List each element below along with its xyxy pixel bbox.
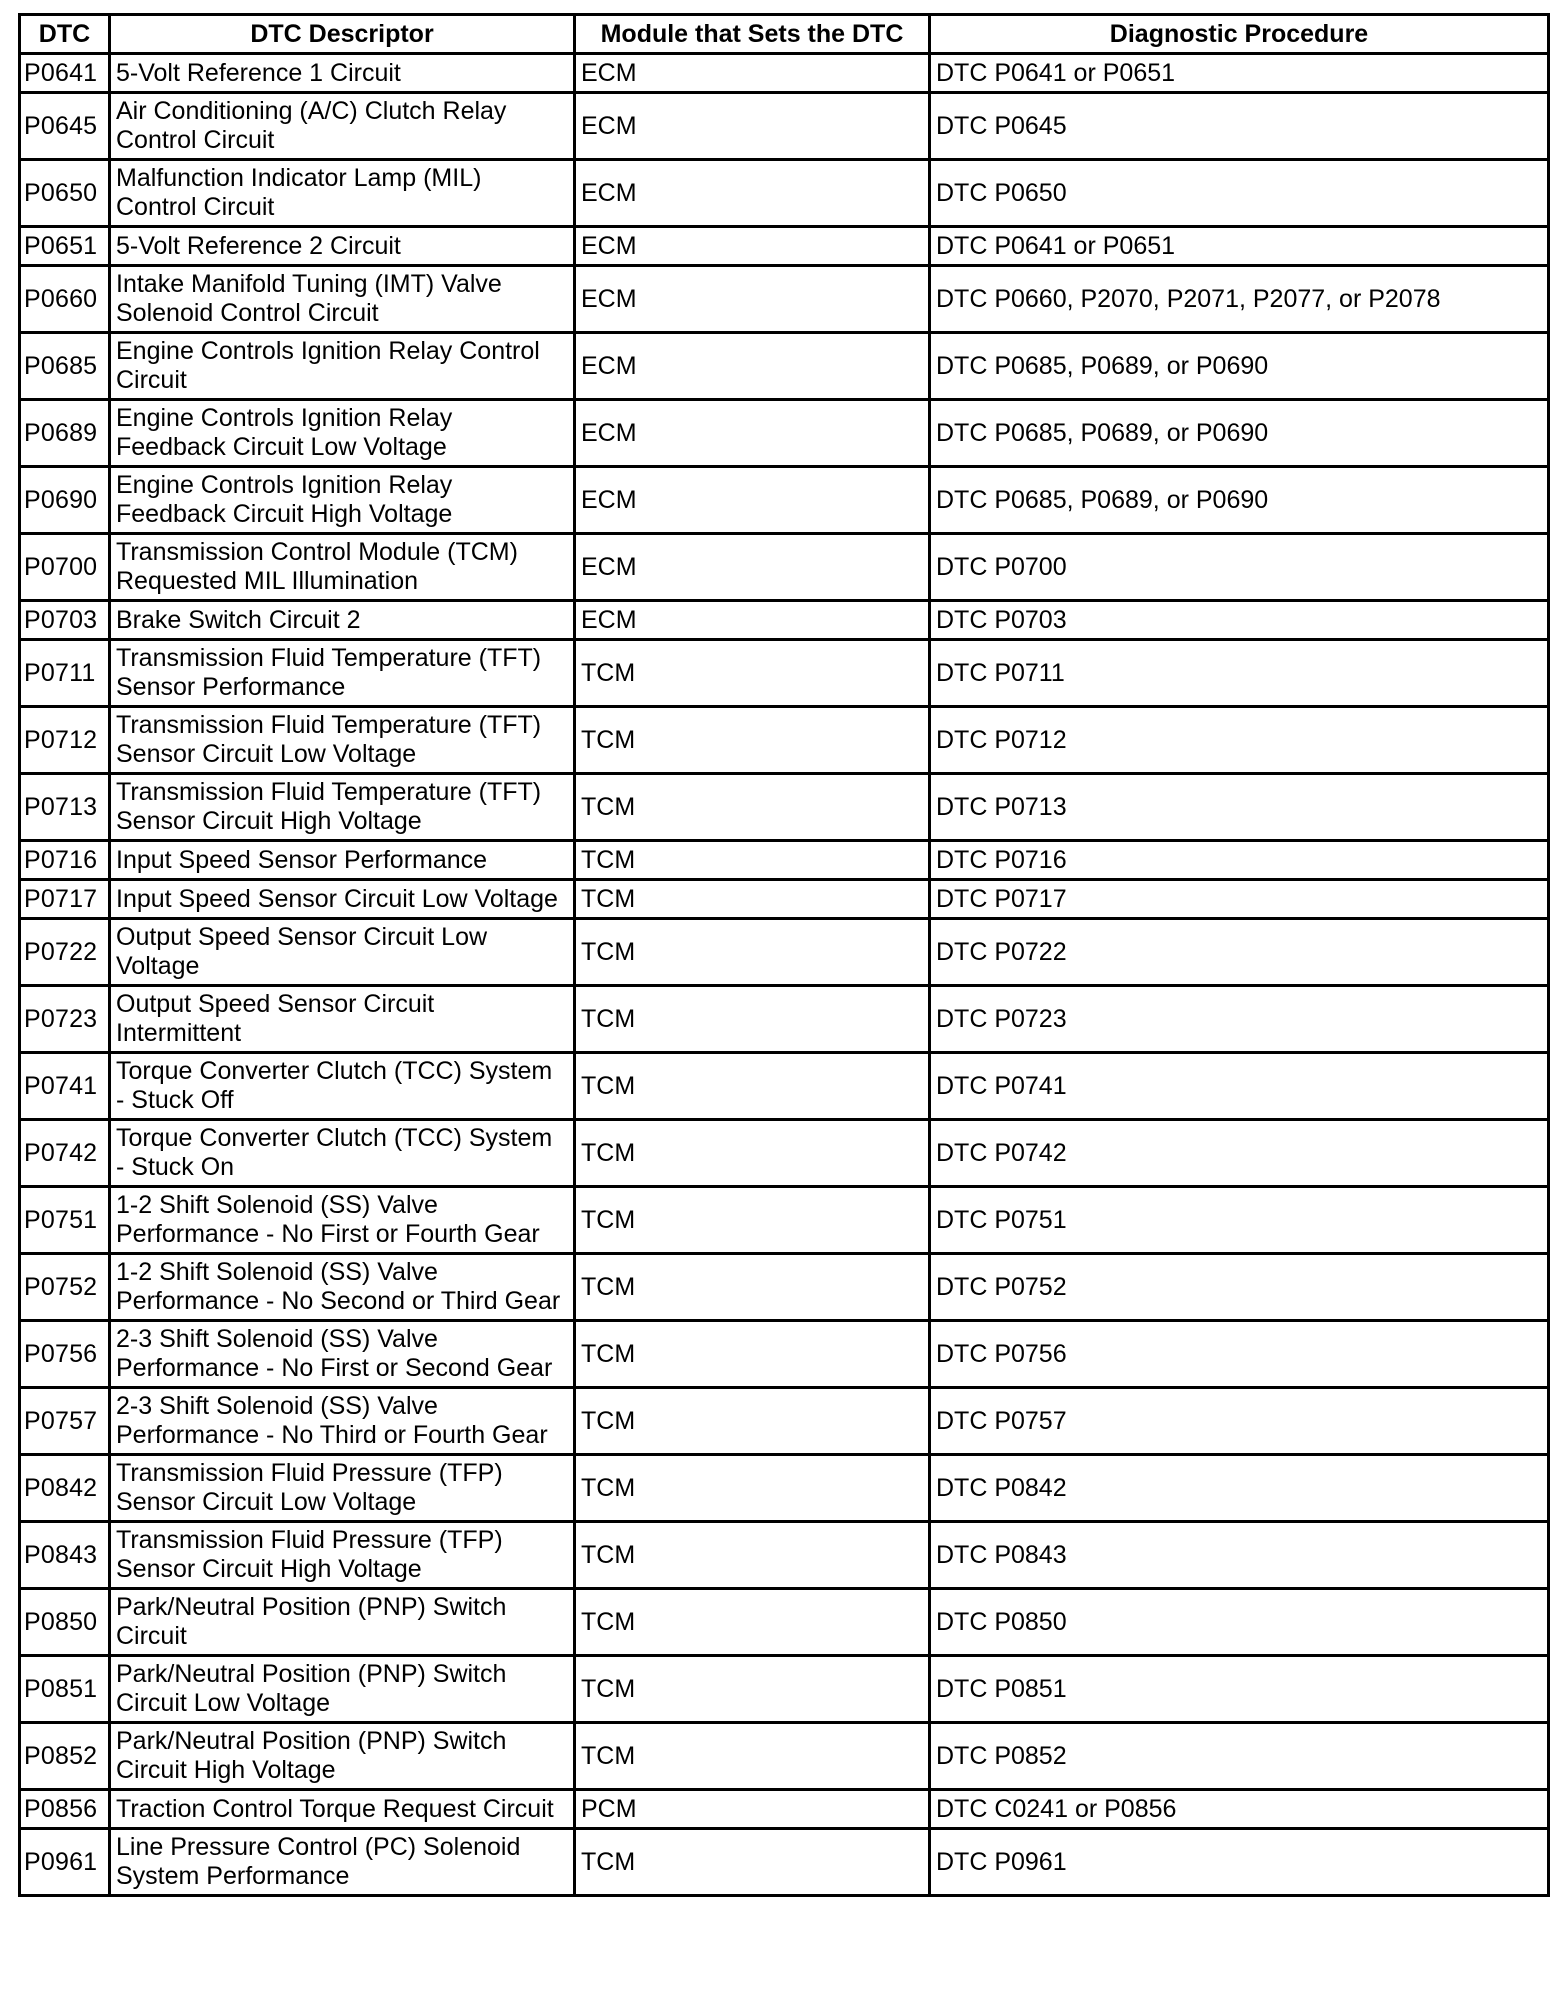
dtc-code-cell: P0645 (20, 93, 110, 160)
descriptor-line-2: Control Circuit (116, 126, 275, 154)
diagnostic-procedure-cell: DTC P0742 (930, 1120, 1549, 1187)
dtc-code-cell: P0742 (20, 1120, 110, 1187)
dtc-code-cell: P0716 (20, 841, 110, 880)
diagnostic-procedure-cell: DTC P0717 (930, 880, 1549, 919)
descriptor-line-1: Torque Converter Clutch (TCC) System (116, 1124, 553, 1152)
descriptor-line-1: 2-3 Shift Solenoid (SS) Valve (116, 1325, 438, 1353)
dtc-code-cell: P0961 (20, 1829, 110, 1896)
diagnostic-procedure-cell: DTC P0751 (930, 1187, 1549, 1254)
diagnostic-procedure-cell: DTC P0641 or P0651 (930, 54, 1549, 93)
module-cell: TCM (575, 1656, 930, 1723)
dtc-code-cell: P0700 (20, 534, 110, 601)
descriptor-line-2: Performance - No First or Fourth Gear (116, 1220, 540, 1248)
diagnostic-procedure-cell: DTC P0650 (930, 160, 1549, 227)
module-cell: TCM (575, 707, 930, 774)
dtc-descriptor-cell (110, 1723, 575, 1790)
dtc-descriptor-cell (110, 400, 575, 467)
descriptor-line-2: System Performance (116, 1862, 350, 1890)
diagnostic-procedure-cell: DTC P0711 (930, 640, 1549, 707)
dtc-code-cell: P0722 (20, 919, 110, 986)
dtc-descriptor-cell (110, 1321, 575, 1388)
descriptor-line-2: Circuit Low Voltage (116, 1689, 331, 1717)
descriptor-line-1: Engine Controls Ignition Relay (116, 404, 453, 432)
table-row (20, 1723, 1549, 1790)
descriptor-line-1: Park/Neutral Position (PNP) Switch (116, 1660, 507, 1688)
table-row (20, 1187, 1549, 1254)
module-cell: TCM (575, 1723, 930, 1790)
module-cell: TCM (575, 919, 930, 986)
table-row (20, 1321, 1549, 1388)
table-row (20, 1120, 1549, 1187)
descriptor-line-2: Circuit (116, 366, 187, 394)
dtc-descriptor-cell (110, 1187, 575, 1254)
module-cell: TCM (575, 640, 930, 707)
diagnostic-procedure-cell: DTC P0850 (930, 1589, 1549, 1656)
module-cell: ECM (575, 227, 930, 266)
module-cell: ECM (575, 160, 930, 227)
diagnostic-procedure-cell: DTC P0757 (930, 1388, 1549, 1455)
module-cell: TCM (575, 986, 930, 1053)
dtc-code-cell: P0856 (20, 1790, 110, 1829)
diagnostic-procedure-cell: DTC P0713 (930, 774, 1549, 841)
descriptor-line-2: Performance - No Third or Fourth Gear (116, 1421, 548, 1449)
table-row (20, 1254, 1549, 1321)
module-cell: TCM (575, 841, 930, 880)
diagnostic-procedure-cell: DTC P0961 (930, 1829, 1549, 1896)
descriptor-line-1: Torque Converter Clutch (TCC) System (116, 1057, 553, 1085)
header-procedure: Diagnostic Procedure (930, 15, 1549, 54)
descriptor-line-1: Transmission Control Module (TCM) (116, 538, 518, 566)
table-row (20, 400, 1549, 467)
dtc-code-cell: P0757 (20, 1388, 110, 1455)
dtc-code-cell: P0752 (20, 1254, 110, 1321)
diagnostic-procedure-cell: DTC P0843 (930, 1522, 1549, 1589)
descriptor-line-1: Malfunction Indicator Lamp (MIL) (116, 164, 482, 192)
table-row (20, 54, 1549, 93)
table-row (20, 93, 1549, 160)
descriptor-line-2: Circuit High Voltage (116, 1756, 336, 1784)
header-dtc: DTC (20, 15, 110, 54)
dtc-descriptor-cell (110, 1455, 575, 1522)
dtc-code-cell: P0685 (20, 333, 110, 400)
descriptor-line-2: Requested MIL Illumination (116, 567, 419, 595)
descriptor-line-1: Engine Controls Ignition Relay (116, 471, 453, 499)
table-row (20, 880, 1549, 919)
dtc-code-cell: P0711 (20, 640, 110, 707)
dtc-descriptor-cell (110, 919, 575, 986)
descriptor-line-1: Transmission Fluid Pressure (TFP) (116, 1526, 503, 1554)
descriptor-line-2: Sensor Circuit High Voltage (116, 1555, 422, 1583)
module-cell: TCM (575, 774, 930, 841)
descriptor-line-1: 2-3 Shift Solenoid (SS) Valve (116, 1392, 438, 1420)
table-row (20, 1589, 1549, 1656)
dtc-descriptor-cell (110, 160, 575, 227)
table-row (20, 1829, 1549, 1896)
table-row (20, 986, 1549, 1053)
descriptor-line-1: Output Speed Sensor Circuit (116, 990, 435, 1018)
dtc-code-cell: P0852 (20, 1723, 110, 1790)
table-row (20, 227, 1549, 266)
dtc-code-cell: P0713 (20, 774, 110, 841)
dtc-descriptor-cell (110, 986, 575, 1053)
descriptor-line-2: Feedback Circuit High Voltage (116, 500, 453, 528)
module-cell: TCM (575, 1120, 930, 1187)
dtc-descriptor-cell (110, 467, 575, 534)
table-row (20, 467, 1549, 534)
module-cell: TCM (575, 1455, 930, 1522)
diagnostic-procedure-cell: DTC P0641 or P0651 (930, 227, 1549, 266)
diagnostic-procedure-cell: DTC P0842 (930, 1455, 1549, 1522)
table-row (20, 707, 1549, 774)
table-row (20, 774, 1549, 841)
table-row (20, 266, 1549, 333)
dtc-descriptor-cell (110, 266, 575, 333)
diagnostic-procedure-cell: DTC P0712 (930, 707, 1549, 774)
diagnostic-procedure-cell: DTC P0700 (930, 534, 1549, 601)
module-cell: ECM (575, 54, 930, 93)
module-cell: PCM (575, 1790, 930, 1829)
descriptor-line-1: Input Speed Sensor Performance (116, 845, 488, 874)
descriptor-line-1: Intake Manifold Tuning (IMT) Valve (116, 270, 502, 298)
table-row (20, 1455, 1549, 1522)
dtc-code-cell: P0689 (20, 400, 110, 467)
dtc-descriptor-cell (110, 1589, 575, 1656)
diagnostic-procedure-cell: DTC P0685, P0689, or P0690 (930, 467, 1549, 534)
descriptor-line-2: Sensor Circuit Low Voltage (116, 1488, 417, 1516)
dtc-code-cell: P0851 (20, 1656, 110, 1723)
diagnostic-procedure-cell: DTC C0241 or P0856 (930, 1790, 1549, 1829)
diagnostic-procedure-cell: DTC P0723 (930, 986, 1549, 1053)
descriptor-line-2: - Stuck Off (116, 1086, 234, 1114)
descriptor-line-1: Engine Controls Ignition Relay Control (116, 337, 540, 365)
dtc-code-cell: P0712 (20, 707, 110, 774)
dtc-descriptor-cell (110, 227, 575, 266)
dtc-descriptor-cell (110, 841, 575, 880)
dtc-code-cell: P0660 (20, 266, 110, 333)
dtc-code-cell: P0843 (20, 1522, 110, 1589)
module-cell: TCM (575, 1187, 930, 1254)
dtc-code-cell: P0651 (20, 227, 110, 266)
descriptor-line-2: Sensor Performance (116, 673, 346, 701)
dtc-code-cell: P0717 (20, 880, 110, 919)
descriptor-line-1: Air Conditioning (A/C) Clutch Relay (116, 97, 507, 125)
diagnostic-procedure-cell: DTC P0716 (930, 841, 1549, 880)
table-row (20, 841, 1549, 880)
dtc-code-cell: P0756 (20, 1321, 110, 1388)
table-row (20, 1656, 1549, 1723)
module-cell: TCM (575, 880, 930, 919)
table-row (20, 640, 1549, 707)
descriptor-line-1: 5-Volt Reference 2 Circuit (116, 231, 401, 260)
dtc-descriptor-cell (110, 1522, 575, 1589)
descriptor-line-2: Voltage (116, 952, 200, 980)
diagnostic-procedure-cell: DTC P0722 (930, 919, 1549, 986)
descriptor-line-1: 1-2 Shift Solenoid (SS) Valve (116, 1191, 438, 1219)
module-cell: TCM (575, 1829, 930, 1896)
table-row (20, 601, 1549, 640)
descriptor-line-1: 1-2 Shift Solenoid (SS) Valve (116, 1258, 438, 1286)
table-row (20, 1522, 1549, 1589)
dtc-code-cell: P0690 (20, 467, 110, 534)
descriptor-line-2: Performance - No Second or Third Gear (116, 1287, 561, 1315)
descriptor-line-1: Transmission Fluid Temperature (TFT) (116, 778, 542, 806)
dtc-descriptor-cell (110, 880, 575, 919)
descriptor-line-2: - Stuck On (116, 1153, 235, 1181)
dtc-descriptor-cell (110, 1656, 575, 1723)
table-row (20, 160, 1549, 227)
dtc-descriptor-cell (110, 1790, 575, 1829)
dtc-code-cell: P0741 (20, 1053, 110, 1120)
diagnostic-procedure-cell: DTC P0645 (930, 93, 1549, 160)
dtc-descriptor-cell (110, 707, 575, 774)
diagnostic-procedure-cell: DTC P0852 (930, 1723, 1549, 1790)
diagnostic-procedure-cell: DTC P0660, P2070, P2071, P2077, or P2078 (930, 266, 1549, 333)
module-cell: TCM (575, 1254, 930, 1321)
table-row (20, 1388, 1549, 1455)
dtc-code-cell: P0650 (20, 160, 110, 227)
dtc-descriptor-cell (110, 54, 575, 93)
descriptor-line-2: Circuit (116, 1622, 187, 1650)
dtc-descriptor-cell (110, 640, 575, 707)
descriptor-line-2: Sensor Circuit High Voltage (116, 807, 422, 835)
descriptor-line-2: Intermittent (116, 1019, 242, 1047)
header-row (20, 15, 1549, 54)
dtc-descriptor-cell (110, 1388, 575, 1455)
descriptor-line-1: Traction Control Torque Request Circuit (116, 1794, 554, 1823)
descriptor-line-2: Feedback Circuit Low Voltage (116, 433, 447, 461)
descriptor-line-1: Input Speed Sensor Circuit Low Voltage (116, 884, 558, 913)
dtc-descriptor-cell (110, 1120, 575, 1187)
table-row (20, 333, 1549, 400)
dtc-descriptor-cell (110, 1254, 575, 1321)
module-cell: ECM (575, 266, 930, 333)
descriptor-line-1: Transmission Fluid Pressure (TFP) (116, 1459, 503, 1487)
descriptor-line-1: Brake Switch Circuit 2 (116, 605, 361, 634)
dtc-descriptor-cell (110, 333, 575, 400)
module-cell: ECM (575, 467, 930, 534)
module-cell: ECM (575, 534, 930, 601)
module-cell: ECM (575, 400, 930, 467)
descriptor-line-2: Solenoid Control Circuit (116, 299, 379, 327)
table-row (20, 1790, 1549, 1829)
table-row (20, 919, 1549, 986)
descriptor-line-1: Transmission Fluid Temperature (TFT) (116, 644, 542, 672)
dtc-table (18, 13, 1550, 1897)
table-row (20, 1053, 1549, 1120)
module-cell: TCM (575, 1321, 930, 1388)
descriptor-line-1: Park/Neutral Position (PNP) Switch (116, 1727, 507, 1755)
descriptor-line-2: Performance - No First or Second Gear (116, 1354, 553, 1382)
diagnostic-procedure-cell: DTC P0752 (930, 1254, 1549, 1321)
module-cell: ECM (575, 93, 930, 160)
descriptor-line-2: Sensor Circuit Low Voltage (116, 740, 417, 768)
descriptor-line-1: Line Pressure Control (PC) Solenoid (116, 1833, 521, 1861)
diagnostic-procedure-cell: DTC P0685, P0689, or P0690 (930, 333, 1549, 400)
module-cell: TCM (575, 1388, 930, 1455)
module-cell: TCM (575, 1053, 930, 1120)
dtc-code-cell: P0641 (20, 54, 110, 93)
diagnostic-procedure-cell: DTC P0756 (930, 1321, 1549, 1388)
dtc-descriptor-cell (110, 601, 575, 640)
header-descriptor: DTC Descriptor (110, 15, 575, 54)
descriptor-line-2: Control Circuit (116, 193, 275, 221)
dtc-code-cell: P0850 (20, 1589, 110, 1656)
header-module: Module that Sets the DTC (575, 15, 930, 54)
dtc-descriptor-cell (110, 1053, 575, 1120)
dtc-code-cell: P0751 (20, 1187, 110, 1254)
diagnostic-procedure-cell: DTC P0851 (930, 1656, 1549, 1723)
table-row (20, 534, 1549, 601)
module-cell: ECM (575, 601, 930, 640)
module-cell: TCM (575, 1522, 930, 1589)
module-cell: TCM (575, 1589, 930, 1656)
descriptor-line-1: Output Speed Sensor Circuit Low (116, 923, 488, 951)
dtc-code-cell: P0842 (20, 1455, 110, 1522)
dtc-descriptor-cell (110, 774, 575, 841)
descriptor-line-1: Park/Neutral Position (PNP) Switch (116, 1593, 507, 1621)
dtc-code-cell: P0703 (20, 601, 110, 640)
dtc-descriptor-cell (110, 534, 575, 601)
diagnostic-procedure-cell: DTC P0703 (930, 601, 1549, 640)
diagnostic-procedure-cell: DTC P0685, P0689, or P0690 (930, 400, 1549, 467)
diagnostic-procedure-cell: DTC P0741 (930, 1053, 1549, 1120)
module-cell: ECM (575, 333, 930, 400)
table-body (20, 54, 1549, 1896)
dtc-descriptor-cell (110, 1829, 575, 1896)
descriptor-line-1: 5-Volt Reference 1 Circuit (116, 58, 401, 87)
dtc-code-cell: P0723 (20, 986, 110, 1053)
dtc-descriptor-cell (110, 93, 575, 160)
descriptor-line-1: Transmission Fluid Temperature (TFT) (116, 711, 542, 739)
